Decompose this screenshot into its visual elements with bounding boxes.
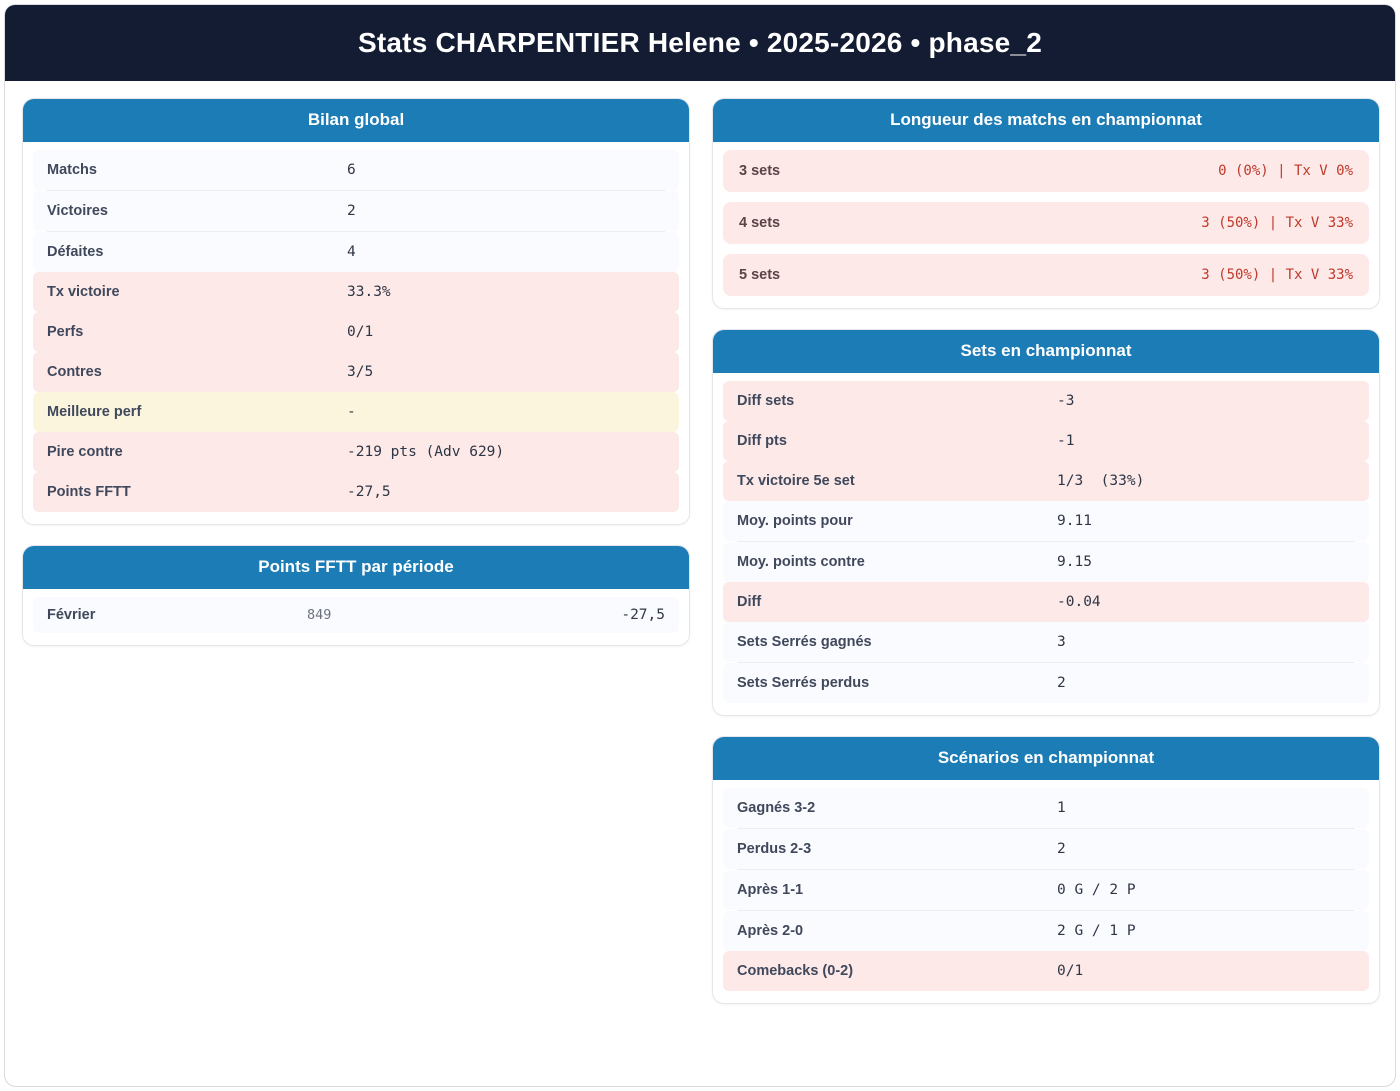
row-label: 3 sets <box>739 163 781 179</box>
table-row <box>723 254 1369 296</box>
row-value: 9.11 <box>1057 513 1092 529</box>
row-value: 1 <box>1057 800 1066 816</box>
row-value: 9.15 <box>1057 554 1092 570</box>
row-label: Perfs <box>47 324 84 340</box>
table-row <box>723 501 1369 541</box>
card-points-fftt-periode <box>22 545 690 646</box>
row-label: Victoires <box>47 203 108 219</box>
table-row <box>723 381 1369 421</box>
row-label: Diff sets <box>737 393 795 409</box>
card-title-longueur-matchs: Longueur des matchs en championnat <box>713 99 1379 142</box>
card-title-bilan-global: Bilan global <box>23 99 689 142</box>
row-value: -27,5 <box>347 484 391 500</box>
row-label: Tx victoire 5e set <box>737 473 855 489</box>
row-value: 0/1 <box>1057 963 1084 979</box>
table-row <box>723 150 1369 192</box>
table-row <box>33 392 679 432</box>
row-label: Sets Serrés perdus <box>737 675 870 691</box>
row-value: 0 (0%) | Tx V 0% <box>1218 163 1353 179</box>
row-value: 0/1 <box>347 324 374 340</box>
row-label: Février <box>47 607 96 623</box>
row-label: Perdus 2-3 <box>737 841 812 857</box>
card-body-longueur-matchs <box>713 142 1379 308</box>
table-row <box>33 191 679 231</box>
row-value: 4 <box>347 244 356 260</box>
table-row <box>723 542 1369 582</box>
table-row <box>33 232 679 272</box>
row-value: 6 <box>347 162 356 178</box>
right-column <box>712 98 1380 1004</box>
table-row <box>723 202 1369 244</box>
row-value: 3/5 <box>347 364 374 380</box>
card-body-scenarios-championnat <box>713 780 1379 1003</box>
row-label: Pire contre <box>47 444 123 460</box>
row-label: Points FFTT <box>47 484 131 500</box>
table-row <box>723 870 1369 910</box>
row-label: 4 sets <box>739 215 781 231</box>
row-value: 0 G / 2 P <box>1057 882 1136 898</box>
row-label: Diff pts <box>737 433 787 449</box>
row-value: 3 (50%) | Tx V 33% <box>1201 215 1353 231</box>
row-value: 2 <box>1057 841 1066 857</box>
table-row <box>723 421 1369 461</box>
card-longueur-matchs <box>712 98 1380 309</box>
card-scenarios-championnat <box>712 736 1380 1004</box>
row-label: Moy. points pour <box>737 513 853 529</box>
row-points-value: -27,5 <box>621 607 665 623</box>
row-label: Meilleure perf <box>47 404 142 420</box>
table-row <box>33 432 679 472</box>
table-row <box>723 829 1369 869</box>
table-row <box>33 272 679 312</box>
table-row <box>33 312 679 352</box>
row-value: -1 <box>1057 433 1075 449</box>
card-title-sets-championnat: Sets en championnat <box>713 330 1379 373</box>
table-row <box>723 663 1369 703</box>
table-row <box>723 788 1369 828</box>
row-label: Après 1-1 <box>737 882 804 898</box>
card-body-sets-championnat <box>713 373 1379 715</box>
row-label: Tx victoire <box>47 284 120 300</box>
row-rank-value: 849 <box>307 607 332 623</box>
card-sets-championnat <box>712 329 1380 716</box>
row-label: Défaites <box>47 244 104 260</box>
left-column <box>22 98 690 646</box>
card-title-points-fftt-periode: Points FFTT par période <box>23 546 689 589</box>
card-bilan-global <box>22 98 690 525</box>
row-value: 2 <box>1057 675 1066 691</box>
row-label: Diff <box>737 594 762 610</box>
row-value: 3 (50%) | Tx V 33% <box>1201 267 1353 283</box>
table-row <box>723 951 1369 991</box>
row-label: Comebacks (0-2) <box>737 963 854 979</box>
card-body-points-fftt-periode <box>23 589 689 645</box>
table-row <box>723 582 1369 622</box>
row-label: 5 sets <box>739 267 781 283</box>
table-row <box>33 597 679 633</box>
table-row <box>723 911 1369 951</box>
row-value: 3 <box>1057 634 1066 650</box>
row-label: Contres <box>47 364 102 380</box>
row-value: 33.3% <box>347 284 391 300</box>
row-label: Sets Serrés gagnés <box>737 634 872 650</box>
card-body-bilan-global <box>23 142 689 524</box>
row-label: Moy. points contre <box>737 554 865 570</box>
content-area <box>0 84 1400 1091</box>
row-value: 2 <box>347 203 356 219</box>
table-row <box>33 150 679 190</box>
table-row <box>723 622 1369 662</box>
table-row <box>33 352 679 392</box>
row-value: -219 pts (Adv 629) <box>347 444 505 460</box>
row-value: 1/3 (33%) <box>1057 473 1145 489</box>
row-label: Matchs <box>47 162 97 178</box>
table-row <box>33 472 679 512</box>
row-value: - <box>347 404 356 420</box>
row-value: -3 <box>1057 393 1075 409</box>
table-row <box>723 461 1369 501</box>
row-label: Après 2-0 <box>737 923 804 939</box>
row-value: 2 G / 1 P <box>1057 923 1136 939</box>
title-bar <box>5 5 1395 81</box>
page-title: Stats CHARPENTIER Helene • 2025-2026 • phase_2 <box>358 27 1042 58</box>
card-title-scenarios-championnat: Scénarios en championnat <box>713 737 1379 780</box>
row-value: -0.04 <box>1057 594 1101 610</box>
row-label: Gagnés 3-2 <box>737 800 816 816</box>
